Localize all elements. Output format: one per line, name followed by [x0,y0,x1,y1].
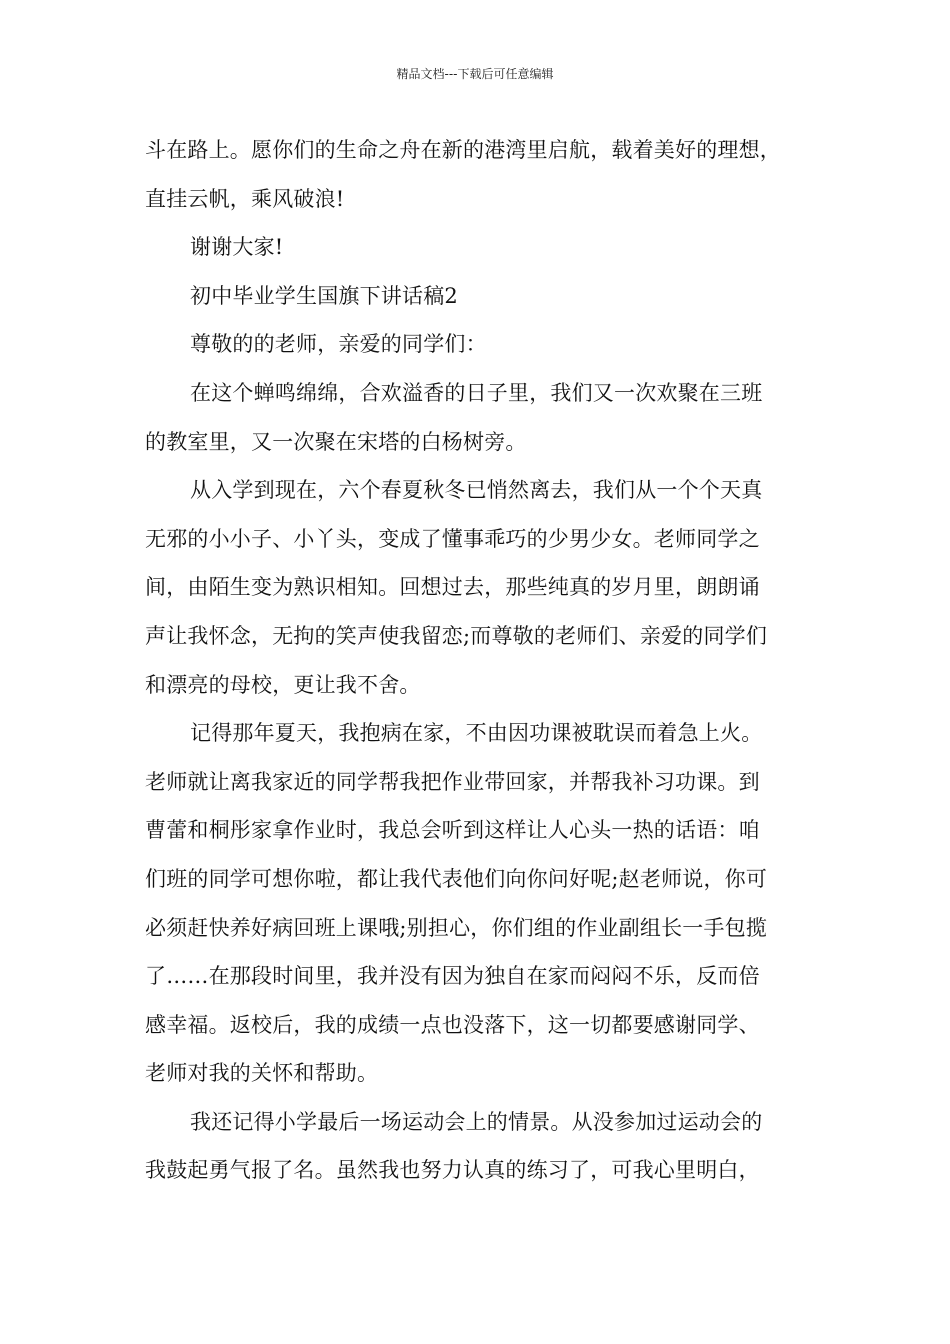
text-line: 斗在路上。愿你们的生命之舟在新的港湾里启航，载着美好的理想， [145,138,781,162]
text-line: 在这个蝉鸣绵绵，合欢溢香的日子里，我们又一次欢聚在三班 [190,380,763,405]
text-line: 曹蕾和桐彤家拿作业时，我总会听到这样让人心头一热的话语：咱 [145,818,760,843]
document-body [145,126,815,1195]
text-line: 谢谢大家! [190,235,284,260]
text-line: 和漂亮的母校，更让我不舍。 [145,672,421,697]
text-line: 老师就让离我家近的同学帮我把作业带回家，并帮我补习功课。到 [145,769,760,794]
text-line: 老师对我的关怀和帮助。 [145,1061,379,1086]
text-line: 的教室里，又一次聚在宋塔的白杨树旁。 [145,429,527,454]
page-header: 精品文档---下载后可任意编辑 [396,67,554,81]
salutation: 尊敬的的老师，亲爱的同学们： [190,332,487,357]
text-line: 间，由陌生变为熟识相知。回想过去，那些纯真的岁月里，朗朗诵 [145,575,760,600]
text-line: 记得那年夏天，我抱病在家，不由因功课被耽误而着急上火。 [190,721,763,746]
text-line: 无邪的小小子、小丫头，变成了懂事乖巧的少男少女。老师同学之 [145,526,760,551]
text-line: 声让我怀念，无拘的笑声使我留恋;而尊敬的老师们、亲爱的同学们 [145,623,768,648]
text-line: 必须赶快养好病回班上课哦;别担心，你们组的作业副组长一手包揽 [145,915,768,940]
text-line: 了……在那段时间里，我并没有因为独自在家而闷闷不乐，反而倍 [145,964,760,989]
text-line: 我还记得小学最后一场运动会上的情景。从没参加过运动会的 [190,1109,763,1134]
text-line: 直挂云帆，乘风破浪! [145,186,345,211]
section-title: 初中毕业学生国旗下讲话稿2 [190,283,458,308]
text-line: 们班的同学可想你啦，都让我代表他们向你问好呢;赵老师说，你可 [145,866,768,891]
text-line: 我鼓起勇气报了名。虽然我也努力认真的练习了，可我心里明白， [145,1158,760,1183]
text-line: 感幸福。返校后，我的成绩一点也没落下，这一切都要感谢同学、 [145,1012,760,1037]
text-line: 从入学到现在，六个春夏秋冬已悄然离去，我们从一个个天真 [190,478,763,503]
